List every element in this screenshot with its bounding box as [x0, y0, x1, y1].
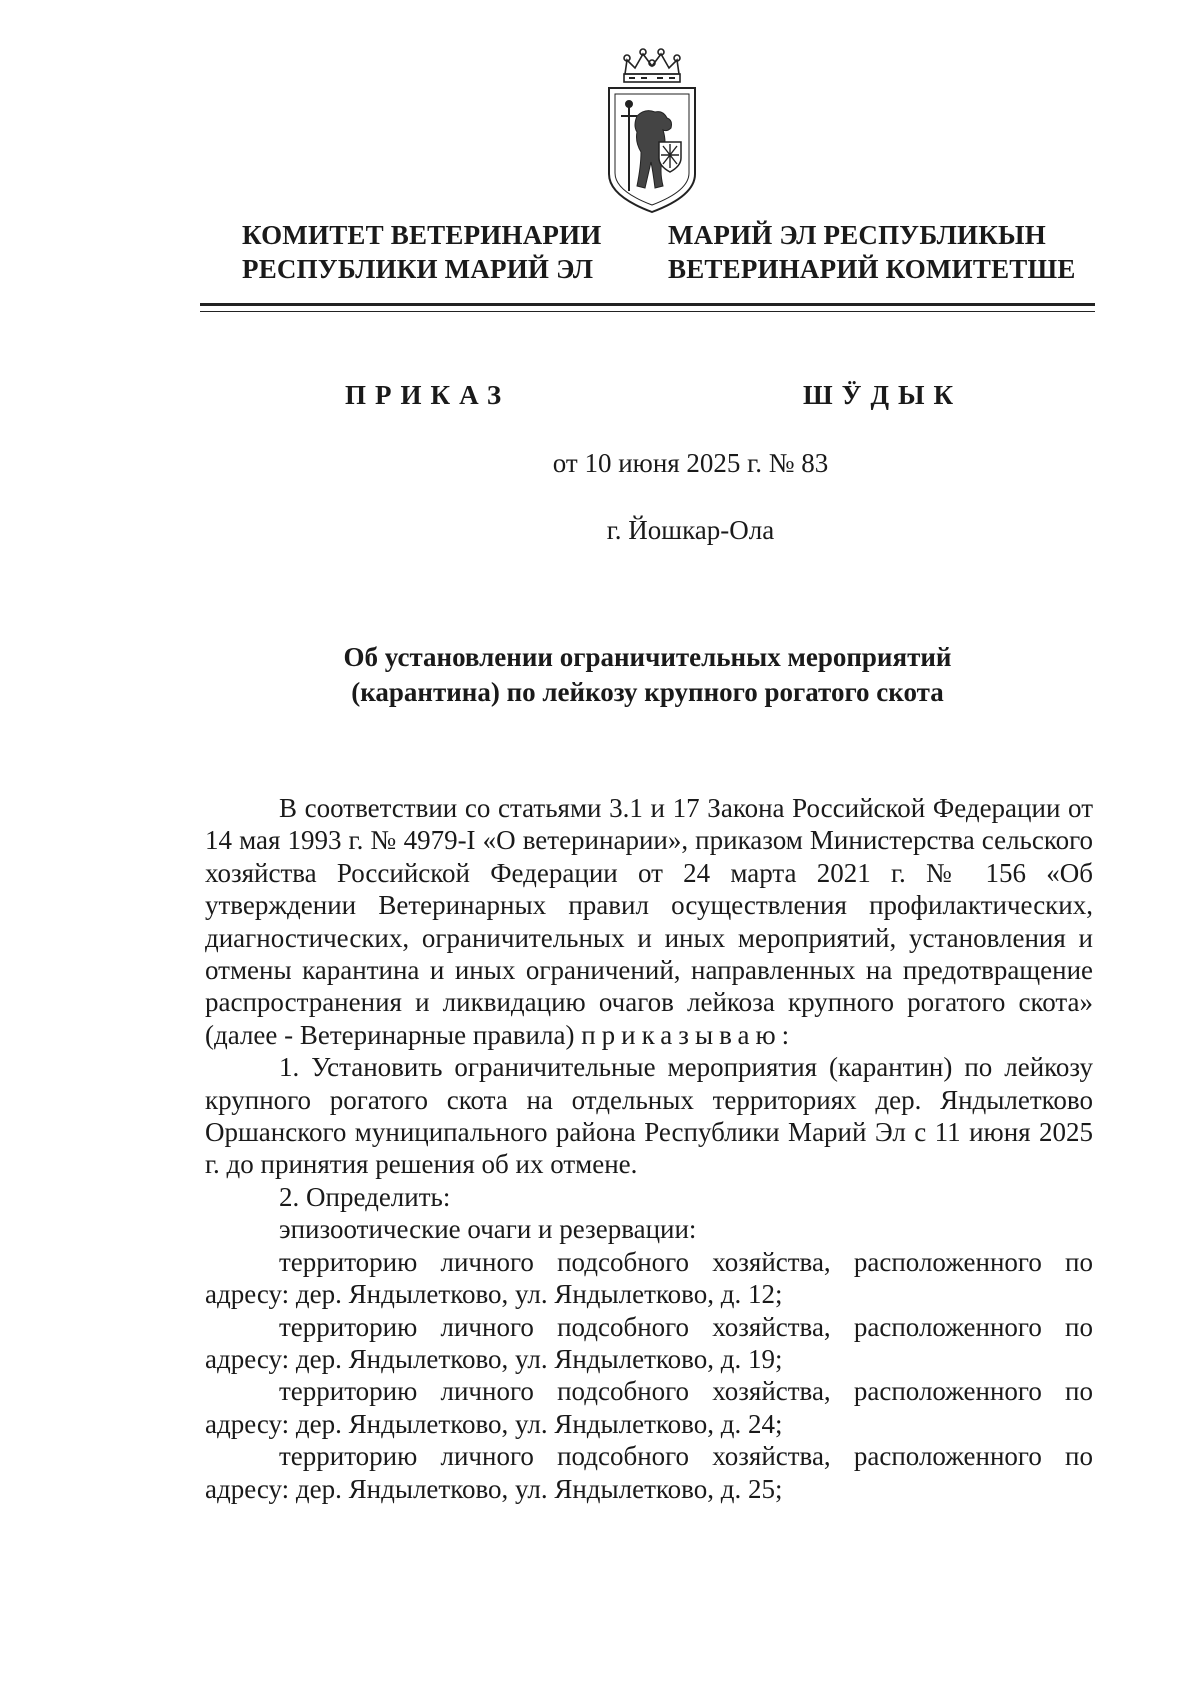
foci-label: эпизоотические очаги и резервации:: [279, 1214, 697, 1245]
doc-type-mari: ШӰДЫК: [803, 380, 963, 410]
doc-date-number: от 10 июня 2025 г. № 83: [552, 448, 829, 478]
focus-item: территорию личного подсобного хозяйства, расположенного по адресу: дер. Яндылетково, ул. Яндылетково, д. 12;: [205, 1246, 1093, 1310]
focus-item: территорию личного подсобного хозяйства, расположенного по адресу: дер. Яндылетково, ул. Яндылетково, д. 19;: [205, 1311, 1093, 1374]
org-name-russian-line1: КОМИТЕТ ВЕТЕРИНАРИИ: [242, 220, 602, 250]
org-name-mari-line1: МАРИЙ ЭЛ РЕСПУБЛИКЫН: [668, 220, 1046, 250]
mari-el-coat-of-arms-icon: [597, 46, 707, 216]
item-1-paragraph: 1. Установить ограничительные мероприятия (карантин) по лейкозу крупного рогатого скота на отдельных территориях дер. Яндылетково Оршанского муниципального района Республики Марий Эл с 11 июня 2025 г. до принятия решения об их отмене.: [205, 1052, 1093, 1180]
preamble-verb: приказываю:: [581, 1019, 796, 1050]
org-name-mari-line2: ВЕТЕРИНАРИЙ КОМИТЕТШЕ: [668, 254, 1076, 284]
focus-item: территорию личного подсобного хозяйства, расположенного по адресу: дер. Яндылетково, ул. Яндылетково, д. 25;: [205, 1441, 1093, 1504]
preamble-paragraph: [205, 792, 1093, 1051]
doc-title-line2: (карантина) по лейкозу крупного рогатого скота: [351, 677, 944, 707]
item-2-paragraph: 2. Определить:: [279, 1181, 451, 1212]
doc-city: г. Йошкар-Ола: [606, 515, 775, 545]
header-divider-thin: [200, 311, 1095, 312]
header-divider-thick: [200, 303, 1095, 306]
org-name-russian: [242, 218, 622, 286]
doc-title-line1: Об установлении ограничительных мероприятий: [343, 642, 952, 672]
focus-item: территорию личного подсобного хозяйства, расположенного по адресу: дер. Яндылетково, ул. Яндылетково, д. 24;: [205, 1376, 1093, 1439]
org-name-mari: [668, 218, 1088, 286]
org-name-russian-line2: РЕСПУБЛИКИ МАРИЙ ЭЛ: [242, 254, 594, 284]
doc-title: [200, 640, 1095, 710]
doc-type-russian: ПРИКАЗ: [345, 380, 511, 410]
doc-body: [205, 792, 1093, 1505]
preamble-text: В соответствии со статьями 3.1 и 17 Закона Российской Федерации от 14 мая 1993 г. № 4979-I «О ветеринарии», приказом Министерства сельского хозяйства Российской Федерации от 24 марта 2021 г. № 156 «Об утверждении Ветеринарных правил осуществления профилактических, диагностических, ограничительных и иных мероприятий, установления и отмены карантина и иных ограничений, направленных на предотвращение распространения и ликвидацию очагов лейкоза крупного рогатого скота» (далее - Ветеринарные правила): [205, 793, 1093, 1050]
